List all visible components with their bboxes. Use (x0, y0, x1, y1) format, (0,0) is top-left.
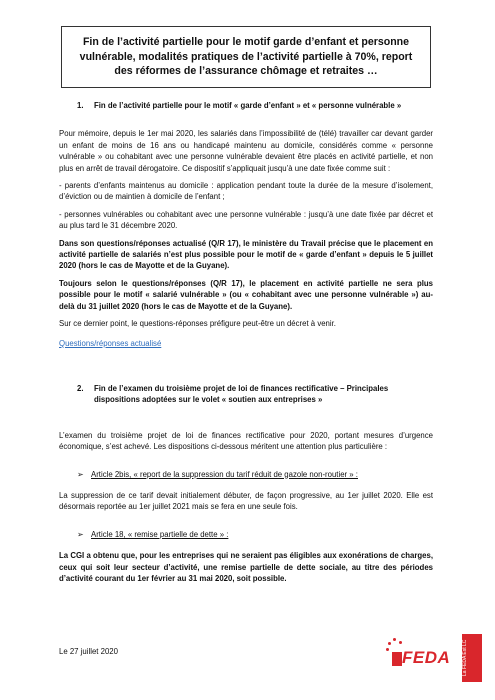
logo-bar (392, 652, 402, 666)
section-number: 1. (77, 101, 84, 110)
bullet-item (77, 469, 433, 480)
section-title: Fin de l’activité partielle pour le motif « garde d’enfant » et « personne vulnérable » (94, 101, 402, 110)
paragraph-bold: La CGI a obtenu que, pour les entreprises qui ne seraient pas éligibles aux exonérations de charges, ceux qui soit leur secteur d’activité, une remise partielle de dette sociale, au titre des périodes d’activité courant du 1er février au 31 mai 2020, soit possible. (59, 551, 433, 583)
section-number: 2. (77, 383, 84, 393)
paragraph: - personnes vulnérables ou cohabitant avec une personne vulnérable : jusqu’à une date fixée par décret et au plus tard le 31 décembre 2020. (59, 209, 433, 231)
bullet-text: Article 18, « remise partielle de dette » : (91, 529, 229, 539)
document-title: Fin de l’activité partielle pour le motif garde d’enfant et personne vulnérable, modalités pratiques de l’activité partielle à 70%, report des réformes de l’assurance chômage et retraites … (79, 36, 413, 78)
paragraph: La suppression de ce tarif devait initialement débuter, de façon progressive, au 1er juillet 2020. Elle est désormais reportée au 1er juillet 2021 mais se fera en une seule fois. (59, 490, 433, 512)
section-2-heading (77, 383, 433, 406)
paragraph: L’examen du troisième projet de loi de finances rectificative pour 2020, portant mesures d’urgence économique, s’est achevé. Les dispositions ci-dessous méritent une attention plus particulière : (59, 430, 433, 452)
arrow-bullet-icon: ➢ (77, 469, 84, 479)
questions-reponses-link[interactable]: Questions/réponses actualisé (59, 338, 162, 348)
bullet-item (77, 529, 433, 540)
paragraph-bold: Toujours selon le questions/réponses (Q/R 17), le placement en activité partielle ne sera plus possible pour le motif « salarié vulnérable » (ou « cohabitant avec une personne vulnérable ») au-delà du 31 juillet 2020 (hors le cas de Mayotte et de la Guyane). (59, 278, 433, 311)
bullet-text: Article 2bis, « report de la suppression du tarif réduit de gazole non-routier » : (91, 469, 358, 479)
paragraph: Sur ce dernier point, le questions-réponses préfigure peut-être un décret à venir. (59, 319, 336, 329)
title-box (61, 26, 431, 88)
paragraph: Pour mémoire, depuis le 1er mai 2020, les salariés dans l’impossibilité de (télé) travailler car devant garder un enfant de moins de 16 ans ou handicapé maintenu au domicile, considérés comme « personne vulnérable » ou cohabitant avec une personne vulnérable devaient être placés en activité partielle, et non plus en arrêt de travail dérogatoire. Ce dispositif s’appliquait jusqu’à une date fixée comme suit : (59, 129, 433, 173)
section-1-heading (77, 100, 433, 111)
arrow-bullet-icon: ➢ (77, 529, 84, 539)
logo-text: FEDA (402, 648, 451, 667)
paragraph: - parents d’enfants maintenus au domicile : application pendant toute la durée de la mesure d’isolement, d’éviction ou de maintien à domicile de l’enfant ; (59, 181, 433, 202)
footer-date: Le 27 juillet 2020 (59, 647, 118, 656)
section-title: Fin de l’examen du troisième projet de loi de finances rectificative – Principales dispositions adoptées sur le volet « soutien aux entreprises » (94, 383, 389, 405)
paragraph-bold: Dans son questions/réponses actualisé (Q/R 17), le ministère du Travail précise que le placement en activité partielle de salariés n’est plus possible pour le motif de « garde d’enfant » depuis le 5 juillet 2020 (hors le cas de Mayotte et de la Guyane). (59, 238, 433, 271)
logo-side-text: La FEDA Est LC (462, 634, 482, 682)
document-body (59, 100, 433, 584)
